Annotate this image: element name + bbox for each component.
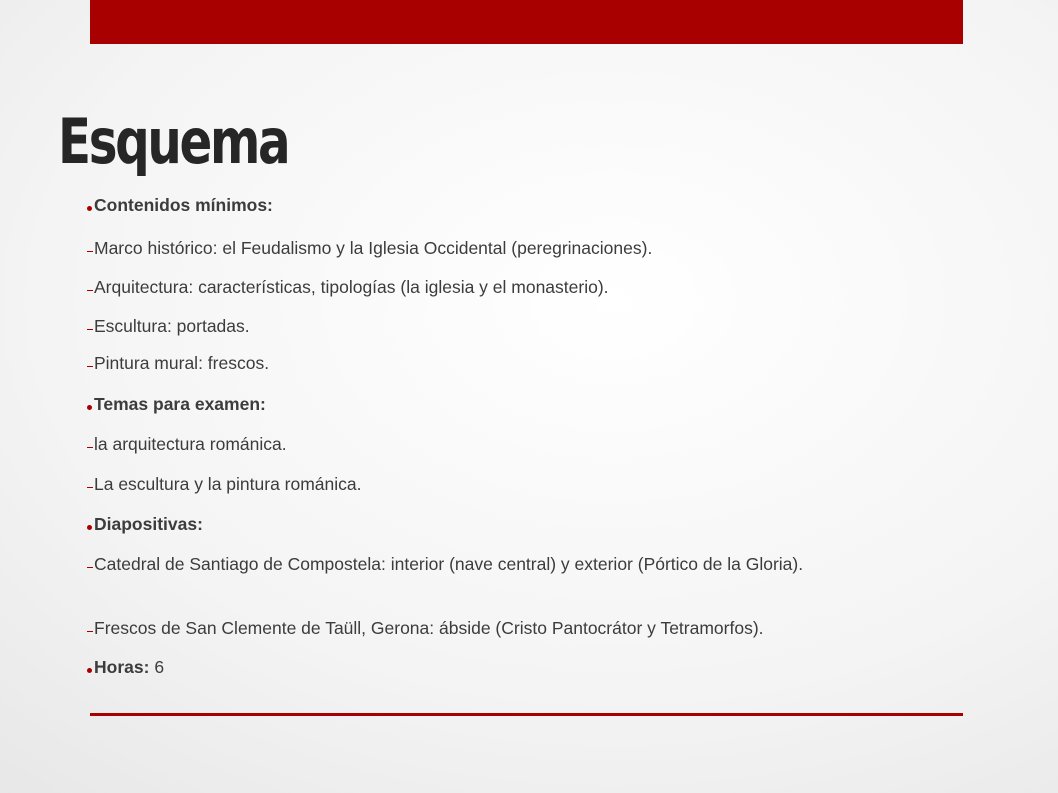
dash-bullet-icon bbox=[87, 366, 93, 367]
section-heading-diapositivas bbox=[87, 513, 877, 535]
top-accent-bar bbox=[90, 0, 963, 44]
dash-bullet-icon bbox=[87, 567, 93, 568]
list-item bbox=[87, 315, 877, 337]
section-heading-horas bbox=[87, 656, 877, 678]
bullet-icon bbox=[87, 668, 92, 673]
list-item bbox=[87, 553, 877, 575]
list-item bbox=[87, 352, 877, 374]
list-item bbox=[87, 276, 877, 298]
list-item-text: Pintura mural: frescos. bbox=[94, 353, 270, 373]
list-item bbox=[87, 617, 877, 639]
hours-value: 6 bbox=[154, 657, 165, 677]
dash-bullet-icon bbox=[87, 631, 93, 632]
bullet-icon bbox=[87, 525, 92, 530]
section-heading-contenidos bbox=[87, 194, 877, 216]
section-heading-temas bbox=[87, 393, 877, 415]
list-item bbox=[87, 237, 877, 259]
section-heading-text: Horas: bbox=[94, 657, 150, 677]
list-item-text: La escultura y la pintura románica. bbox=[94, 474, 362, 494]
list-item-text: Escultura: portadas. bbox=[94, 316, 250, 336]
bullet-icon bbox=[87, 206, 92, 211]
list-item-text: Frescos de San Clemente de Taüll, Gerona: ábside (Cristo Pantocrátor y Tetramorfos). bbox=[94, 618, 764, 638]
list-item-text: Catedral de Santiago de Compostela: interior (nave central) y exterior (Pórtico de la Gloria). bbox=[94, 554, 804, 574]
slide-title: Esquema bbox=[58, 105, 289, 178]
list-item-text: Arquitectura: características, tipologías (la iglesia y el monasterio). bbox=[94, 277, 609, 297]
dash-bullet-icon bbox=[87, 487, 93, 488]
list-item-text: la arquitectura románica. bbox=[94, 434, 287, 454]
list-item-text: Marco histórico: el Feudalismo y la Iglesia Occidental (peregrinaciones). bbox=[94, 238, 653, 258]
list-item bbox=[87, 433, 877, 455]
section-heading-text: Diapositivas: bbox=[94, 514, 203, 534]
section-heading-text: Temas para examen: bbox=[94, 394, 266, 414]
dash-bullet-icon bbox=[87, 329, 93, 330]
section-heading-text: Contenidos mínimos: bbox=[94, 195, 273, 215]
bullet-icon bbox=[87, 405, 92, 410]
dash-bullet-icon bbox=[87, 290, 93, 291]
list-item bbox=[87, 473, 877, 495]
bottom-accent-rule bbox=[90, 713, 963, 716]
dash-bullet-icon bbox=[87, 251, 93, 252]
dash-bullet-icon bbox=[87, 447, 93, 448]
